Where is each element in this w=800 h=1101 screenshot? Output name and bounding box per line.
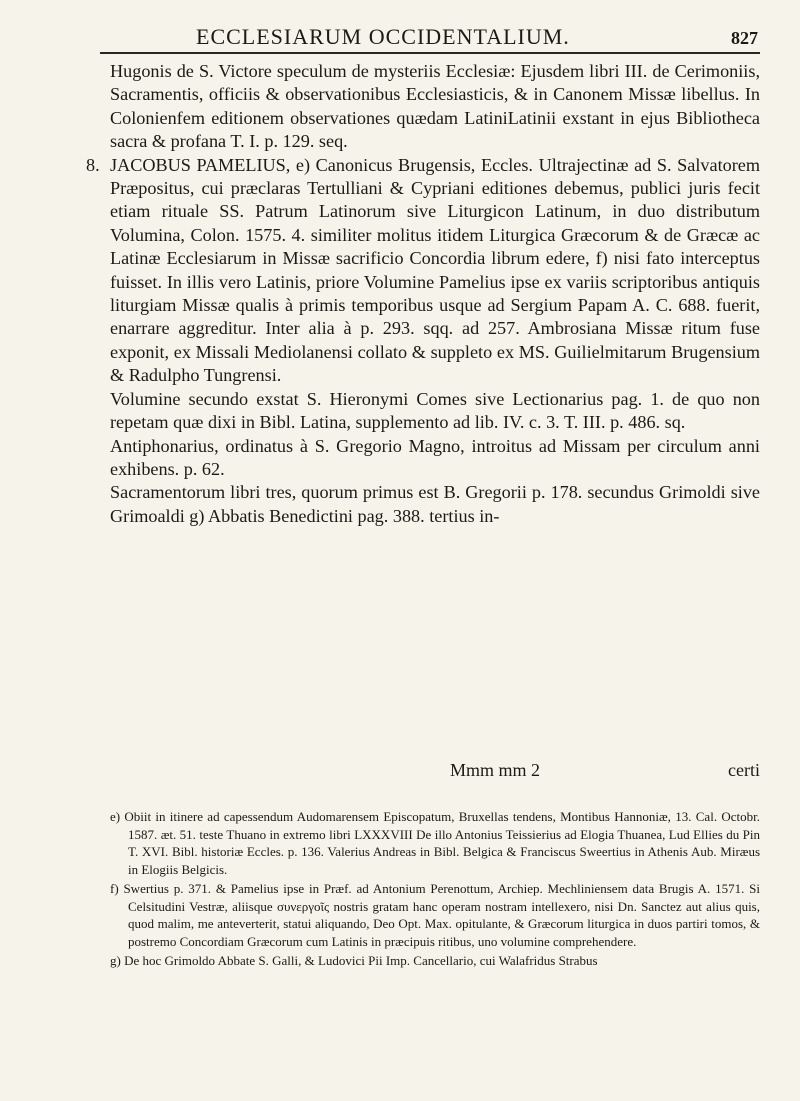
- signature-line: [110, 760, 760, 786]
- paragraph-text: Antiphonarius, ordinatus à S. Gregorio Magno, introitus ad Missam per circulum anni exhibens. p. 62.: [110, 435, 760, 479]
- page-number: 827: [731, 28, 758, 48]
- signature-mark: Mmm mm 2: [450, 760, 541, 780]
- paragraph-text: Hugonis de S. Victore speculum de mysteriis Ecclesiæ: Ejusdem libri III. de Cerimoniis, Sacramentis, officiis & observationibus Ecclesiasticis, & in Canonem Missæ libellus. In Colonienfem editionem observationes quædam LatiniLatinii exstant in ejus Bibliotheca sacra & profana T. I. p. 129. seq.: [110, 61, 760, 152]
- paragraph-text: Sacramentorum libri tres, quorum primus est B. Gregorii p. 178. secundus Grimoldi sive Grimoaldi g) Abbatis Benedictini pag. 388. tertius in-: [110, 482, 760, 526]
- paragraph-number: 8.: [86, 154, 100, 175]
- main-text: [86, 60, 760, 528]
- paragraph: [110, 435, 760, 482]
- footnote-f: f) Swertius p. 371. & Pamelius ipse in Præf. ad Antonium Perenottum, Archiep. Mechliniensem data Brugis A. 1571. Si Celsitudini Vestræ, aliisque συνεργοῖς nostris gratam hanc operam nostram intellexero, nisi Dn. Sanctez aut alius quis, quod malim, me anteverterit, statui aliquando, Deo Opt. Max. opitulante, & Græcorum liturgica in duos partiri tomos, & postremo Concordiam Græcorum cum Latinis in præcipuis ritibus, uno volumine comprehendere.: [110, 881, 760, 949]
- paragraph-text: JACOBUS PAMELIUS, e) Canonicus Brugensis, Eccles. Ultrajectinæ ad S. Salvatorem Præpositus, cui præclaras Tertulliani & Cypriani editiones debemus, publici juris fecit etiam rituale SS. Patrum Latinorum sive Liturgicon Latinum, in duo distributum Volumina, Colon. 1575. 4. similiter molitus itidem Liturgica Græcorum & de Græcæ ac Latinæ Ecclesiarum in Missæ sacrificio Concordia librum edere, f) nisi fato interceptus fuisset. In illis vero Latinis, priore Volumine Pamelius ipse ex variis scriptoribus antiquis liturgiam Missæ qualis à primis temporibus usque ad Sergium Papam A. C. 688. fuerit, enarrare aggreditur. Inter alia à p. 293. sqq. ad 257. Ambrosiana Missæ ritum fuse exponit, ex Missali Mediolanensi collato & suppleto ex MS. Guilielmitarum Brugensium & Radulpho Tungrensi.: [110, 154, 760, 386]
- paragraph: [110, 388, 760, 435]
- footnote-g: g) De hoc Grimoldo Abbate S. Galli, & Ludovici Pii Imp. Cancellario, cui Walafridus Strabus: [110, 953, 598, 968]
- header-rule: [100, 52, 760, 54]
- catchword: certi: [728, 760, 760, 780]
- footnote-e: e) Obiit in itinere ad capessendum Audomarensem Episcopatum, Bruxellas tendens, Montibus Hannoniæ, 13. Cal. Octobr. 1587. æt. 51. teste Thuano in extremo libri LXXXVIII De illo Antonius Teissierius ad Elogia Thuanea, Lud Ellies du Pin T. XVI. Bibl. historiæ Eccles. p. 136. Valerius Andreas in Bibl. Belgica & Franciscus Sweertius in Athenis Aub. Miræus in Elogiis Belgicis.: [110, 809, 760, 877]
- footnotes: [110, 808, 760, 972]
- paragraph-text: Volumine secundo exstat S. Hieronymi Comes sive Lectionarius pag. 1. de quo non repetam quæ dixi in Bibl. Latina, supplemento ad lib. IV. c. 3. T. III. p. 486. sq.: [110, 388, 760, 433]
- running-title: ECCLESIARUM OCCIDENTALIUM.: [196, 24, 570, 49]
- paragraph: [110, 60, 760, 154]
- paragraph: [110, 481, 760, 528]
- paragraph-numbered: [86, 154, 760, 388]
